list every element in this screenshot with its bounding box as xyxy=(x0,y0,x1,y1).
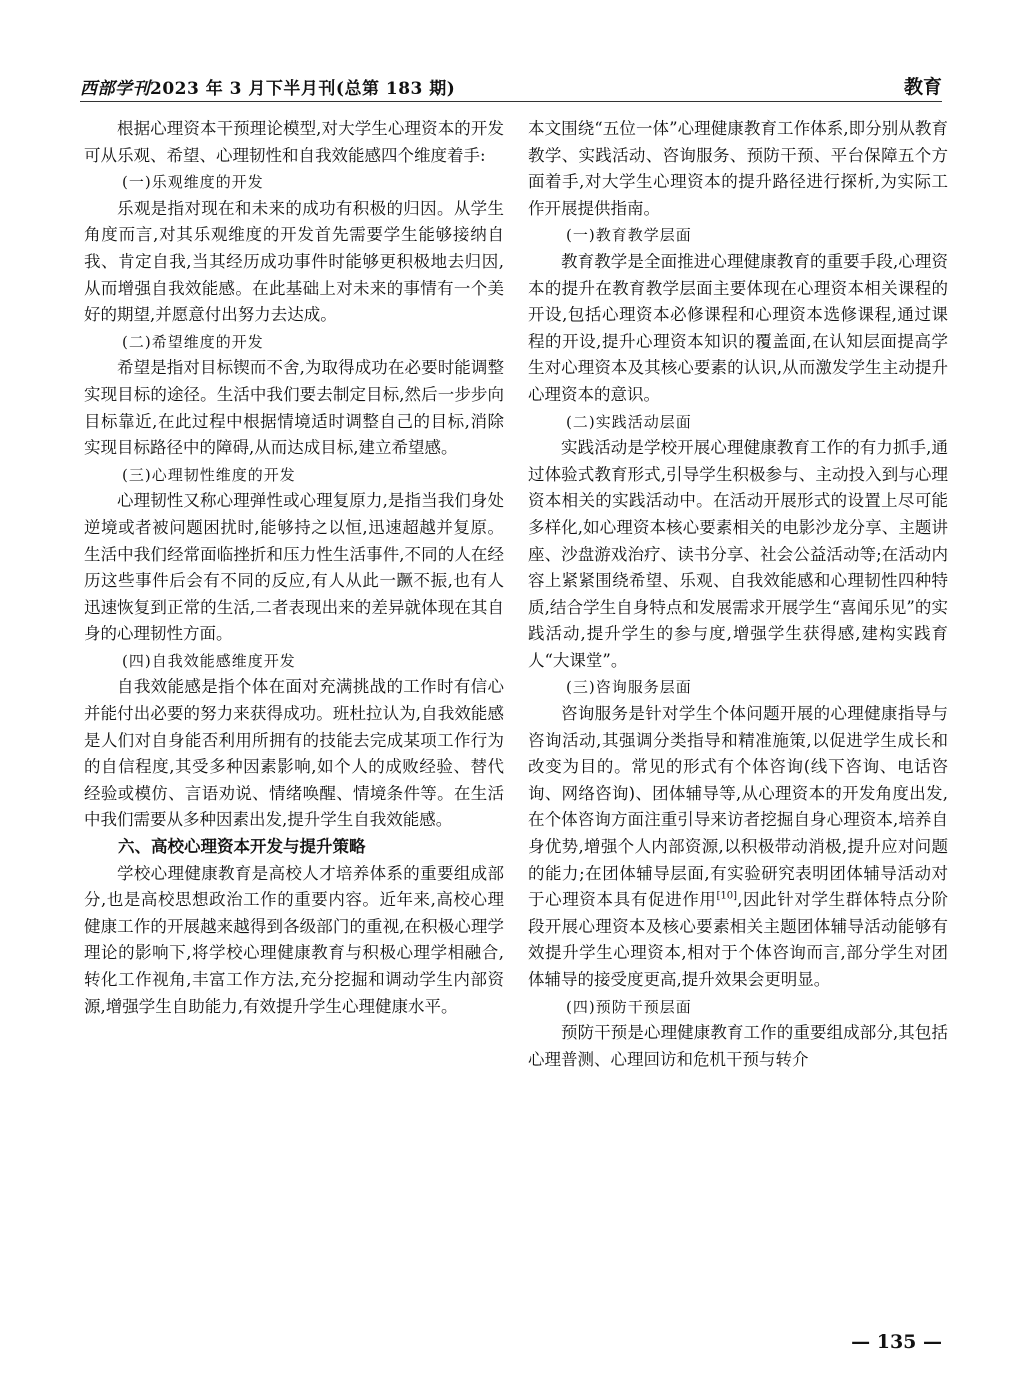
section-tag: 教育 xyxy=(903,76,942,98)
left-column xyxy=(84,116,504,1020)
section-heading: 六、高校心理资本开发与提升策略 xyxy=(118,837,366,857)
paragraph: 教育教学是全面推进心理健康教育的重要手段,心理资本的提升在教育教学层面主要体现在心理资本相关课程的开设,包括心理资本必修课程和心理资本选修课程,通过课程的开设,提升心理资本知识的覆盖面,在认知层面提高学生对心理资本及其核心要素的认识,从而激发学生主动提升心理资本的意识。 xyxy=(528,251,948,404)
header-rule xyxy=(80,101,942,102)
issue-info: 2023 年 3 月下半月刊(总第 183 期) xyxy=(150,79,456,99)
running-header xyxy=(80,70,942,100)
subsection-heading: (四)自我效能感维度开发 xyxy=(122,651,296,670)
subsection-heading: (三)咨询服务层面 xyxy=(566,678,692,697)
subsection-heading: (一)教育教学层面 xyxy=(566,226,692,245)
paragraph: 根据心理资本干预理论模型,对大学生心理资本的开发可从乐观、希望、心理韧性和自我效能感四个维度着手: xyxy=(84,119,504,165)
right-column xyxy=(528,116,948,1073)
paragraph: 本文围绕“五位一体”心理健康教育工作体系,即分别从教育教学、实践活动、咨询服务、预防干预、平台保障五个方面着手,对大学生心理资本的提升路径进行探析,为实际工作开展提供指南。 xyxy=(528,119,948,218)
paragraph: 预防干预是心理健康教育工作的重要组成部分,其包括心理普测、心理回访和危机干预与转介 xyxy=(528,1023,948,1069)
subsection-heading: (四)预防干预层面 xyxy=(566,997,692,1016)
journal-logo: 西部学刊 xyxy=(80,79,150,99)
paragraph: 学校心理健康教育是高校人才培养体系的重要组成部分,也是高校思想政治工作的重要内容。近年来,高校心理健康工作的开展越来越得到各级部门的重视,在积极心理学理论的影响下,将学校心理健康教育与积极心理学相融合,转化工作视角,丰富工作方法,充分挖掘和调动学生内部资源,增强学生自助能力,有效提升学生心理健康水平。 xyxy=(84,863,504,1016)
paragraph-text: ,因此针对学生群体特点分阶段开展心理资本及核心要素相关主题团体辅导活动能够有效提升学生心理资本,相对于个体咨询而言,部分学生对团体辅导的接受度更高,提升效果会更明显。 xyxy=(528,890,949,989)
paragraph: 自我效能感是指个体在面对充满挑战的工作时有信心并能付出必要的努力来获得成功。班杜拉认为,自我效能感是人们对自身能否利用所拥有的技能去完成某项工作行为的自信程度,其受多种因素影响,如个人的成败经验、替代经验或模仿、言语劝说、情绪唤醒、情境条件等。在生活中我们需要从多种因素出发,提升学生自我效能感。 xyxy=(84,677,504,830)
paragraph: 希望是指对目标锲而不舍,为取得成功在必要时能调整实现目标的途径。生活中我们要去制定目标,然后一步步向目标靠近,在此过程中根据情境适时调整自己的目标,消除实现目标路径中的障碍,从而达成目标,建立希望感。 xyxy=(84,358,504,458)
paragraph xyxy=(528,701,948,994)
subsection-heading: (二)实践活动层面 xyxy=(566,412,692,431)
subsection-heading: (二)希望维度的开发 xyxy=(122,332,264,351)
subsection-heading: (一)乐观维度的开发 xyxy=(122,173,264,192)
paragraph: 实践活动是学校开展心理健康教育工作的有力抓手,通过体验式教育形式,引导学生积极参与、主动投入到与心理资本相关的实践活动中。在活动开展形式的设置上尽可能多样化,如心理资本核心要素相关的电影沙龙分享、主题讲座、沙盘游戏治疗、读书分享、社会公益活动等;在活动内容上紧紧围绕希望、乐观、自我效能感和心理韧性四种特质,结合学生自身特点和发展需求开展学生“喜闻乐见”的实践活动,提升学生的参与度,增强学生获得感,建构实践育人“大课堂”。 xyxy=(528,438,948,670)
paragraph: 心理韧性又称心理弹性或心理复原力,是指当我们身处逆境或者被问题困扰时,能够持之以恒,迅速超越并复原。生活中我们经常面临挫折和压力性生活事件,不同的人在经历这些事件后会有不同的反应,有人从此一蹶不振,也有人迅速恢复到正常的生活,二者表现出来的差异就体现在其自身的心理韧性方面。 xyxy=(84,491,504,644)
journal-issue xyxy=(80,74,455,99)
paragraph: 乐观是指对现在和未来的成功有积极的归因。从学生角度而言,对其乐观维度的开发首先需要学生能够接纳自我、肯定自我,当其经历成功事件时能够更积极地去归因,从而增强自我效能感。在此基础上对未来的事情有一个美好的期望,并愿意付出努力去达成。 xyxy=(84,198,504,325)
page-number: — 135 — xyxy=(851,1331,942,1353)
citation-ref: [10] xyxy=(716,890,738,902)
subsection-heading: (三)心理韧性维度的开发 xyxy=(122,465,296,484)
paragraph-text: 咨询服务是针对学生个体问题开展的心理健康指导与咨询活动,其强调分类指导和精准施策,以促进学生成长和改变为目的。常见的形式有个体咨询(线下咨询、电话咨询、网络咨询)、团体辅导等,从心理资本的开发角度出发,在个体咨询方面注重引导来访者挖掘自身心理资本,培养自身优势,增强个人内部资源,以积极带动消极,提升应对问题的能力;在团体辅导层面,有实验研究表明团体辅导活动对于心理资本具有促进作用 xyxy=(528,704,948,910)
